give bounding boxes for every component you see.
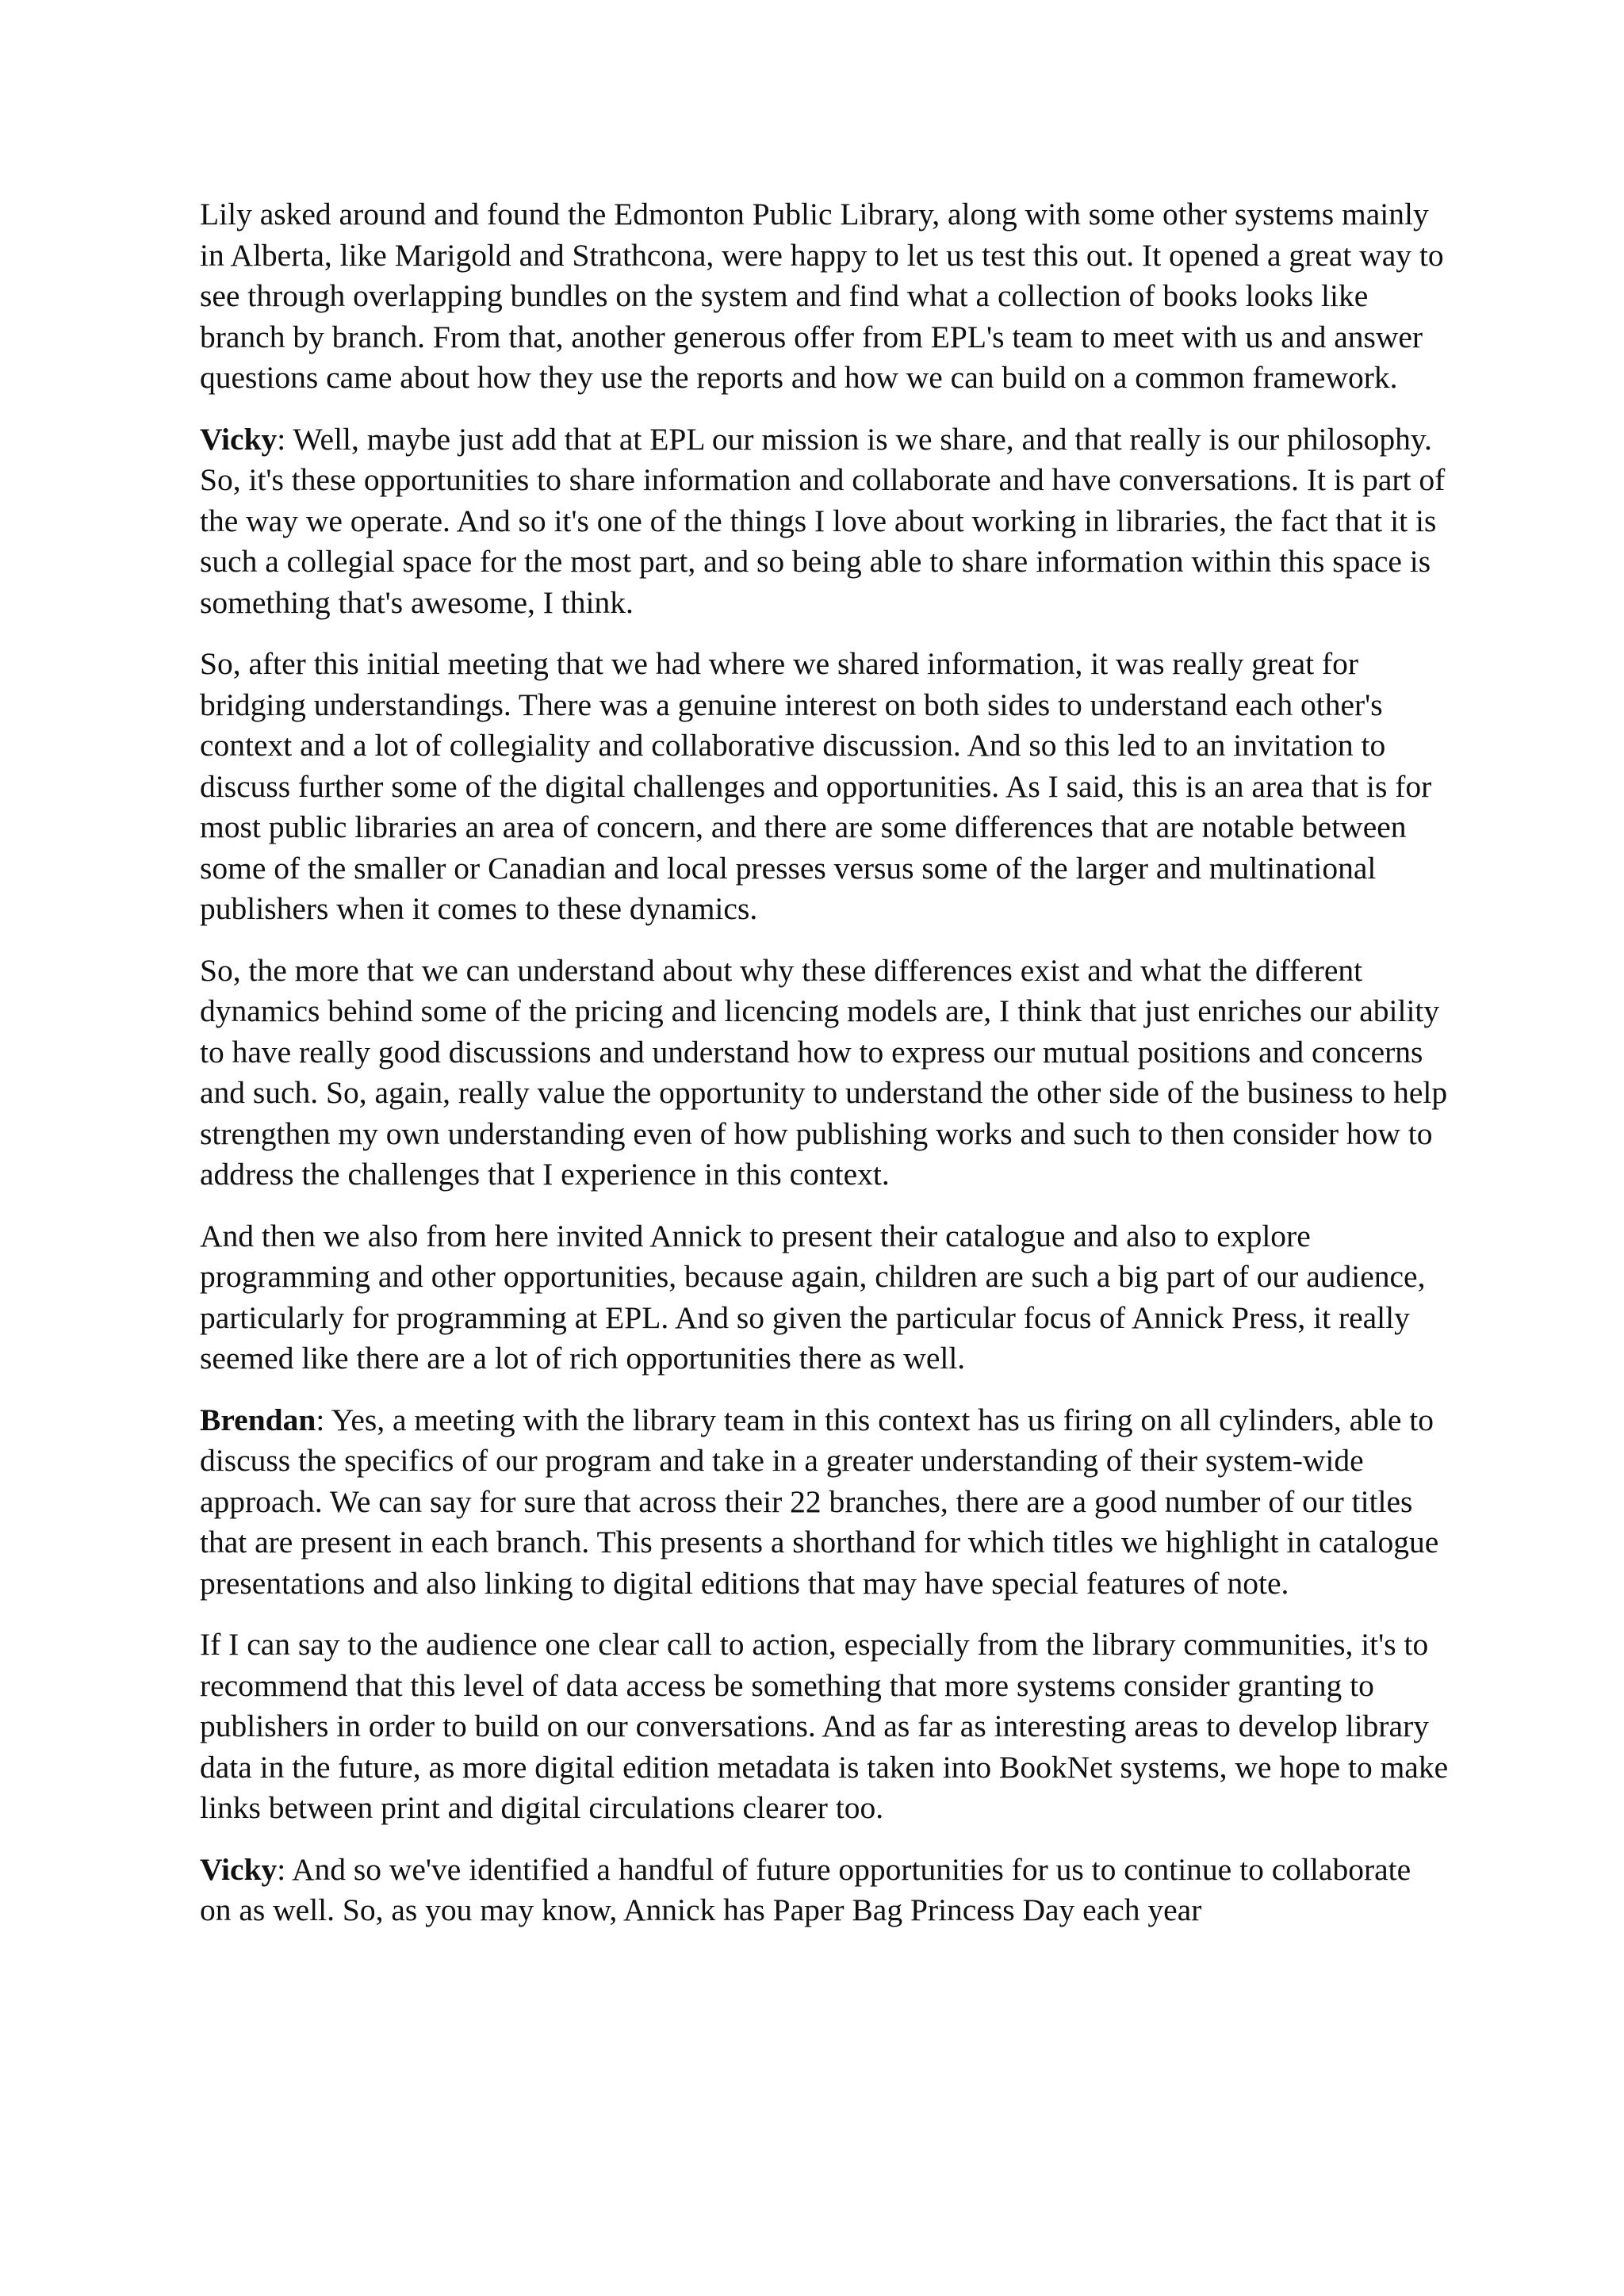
paragraph-text: If I can say to the audience one clear call to action, especially from the library communities, it's to recommend that this level of data access be something that more systems consider granting to publishers in order to build on our conversations. And as far as interesting areas to develop library data in the future, as more digital edition metadata is taken into BookNet systems, we hope to make links between print and digital circulations clearer too. bbox=[200, 1627, 1449, 1825]
paragraph-3 bbox=[200, 644, 1449, 930]
paragraph-8 bbox=[200, 1850, 1449, 1931]
speaker-name: Vicky bbox=[200, 421, 278, 457]
paragraph-2 bbox=[200, 419, 1449, 624]
paragraph-1 bbox=[200, 194, 1449, 399]
speaker-name: Vicky bbox=[200, 1851, 278, 1887]
paragraph-5 bbox=[200, 1216, 1449, 1380]
document-page bbox=[200, 194, 1449, 1952]
speaker-name: Brendan bbox=[200, 1402, 316, 1437]
paragraph-text: So, after this initial meeting that we had where we shared information, it was really great for bridging understandings. There was a genuine interest on both sides to understand each other's context and a lot of collegiality and collaborative discussion. And so this led to an invitation to discuss further some of the digital challenges and opportunities. As I said, this is an area that is for most public libraries an area of concern, and there are some differences that are notable between some of the smaller or Canadian and local presses versus some of the larger and multinational publishers when it comes to these dynamics. bbox=[200, 646, 1432, 926]
paragraph-text: And then we also from here invited Annick to present their catalogue and also to explore programming and other opportunities, because again, children are such a big part of our audience, particularly for programming at EPL. And so given the particular focus of Annick Press, it really seemed like there are a lot of rich opportunities there as well. bbox=[200, 1218, 1426, 1376]
paragraph-6 bbox=[200, 1400, 1449, 1605]
paragraph-7 bbox=[200, 1624, 1449, 1829]
paragraph-text: So, the more that we can understand about why these differences exist and what the different dynamics behind some of the pricing and licencing models are, I think that just enriches our ability to have really good discussions and understand how to express our mutual positions and concerns and such. So, again, really value the opportunity to understand the other side of the business to help strengthen my own understanding even of how publishing works and such to then consider how to address the challenges that I experience in this context. bbox=[200, 952, 1448, 1192]
paragraph-4 bbox=[200, 951, 1449, 1196]
paragraph-text: : Yes, a meeting with the library team in this context has us firing on all cylinders, able to discuss the specifics of our program and take in a greater understanding of their system-wide approach. We can say for sure that across their 22 branches, there are a good number of our titles that are present in each branch. This presents a shorthand for which titles we highlight in catalogue presentations and also linking to digital editions that may have special features of note. bbox=[200, 1402, 1439, 1601]
paragraph-text: Lily asked around and found the Edmonton Public Library, along with some other systems mainly in Alberta, like Marigold and Strathcona, were happy to let us test this out. It opened a great way to see through overlapping bundles on the system and find what a collection of books looks like branch by branch. From that, another generous offer from EPL's team to meet with us and answer questions came about how they use the reports and how we can build on a common framework. bbox=[200, 197, 1444, 395]
paragraph-text: : Well, maybe just add that at EPL our mission is we share, and that really is our philosophy. So, it's these opportunities to share information and collaborate and have conversations. It is part of the way we operate. And so it's one of the things I love about working in libraries, the fact that it is such a collegial space for the most part, and so being able to share information within this space is something that's awesome, I think. bbox=[200, 421, 1446, 620]
paragraph-text: : And so we've identified a handful of future opportunities for us to continue to collaborate on as well. So, as you may know, Annick has Paper Bag Princess Day each year bbox=[200, 1851, 1411, 1927]
